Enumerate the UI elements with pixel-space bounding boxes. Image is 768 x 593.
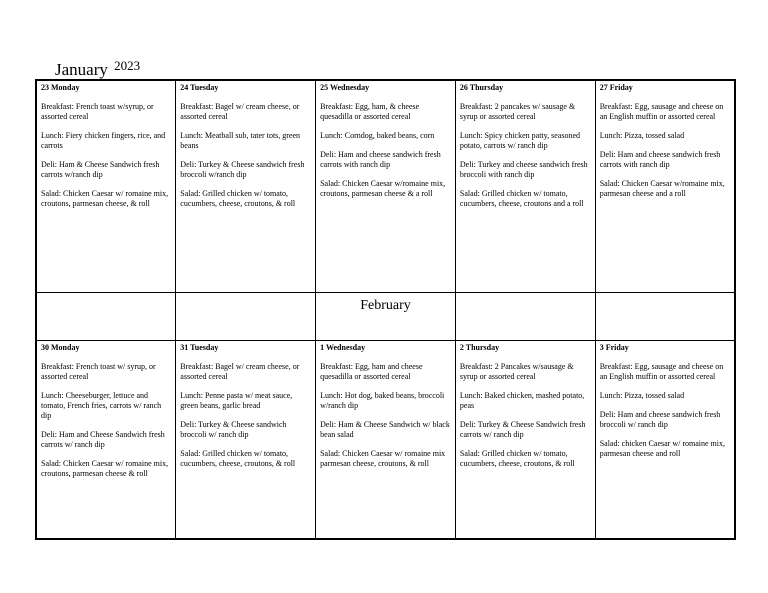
salad-item: Salad: Grilled chicken w/ tomato, cucumbers, cheese, croutons and a roll: [459, 189, 584, 208]
deli-item: Deli: Turkey & Cheese sandwich broccoli w/ ranch dip: [180, 419, 287, 439]
day-cell: [316, 340, 456, 539]
deli-item: Deli: Ham & Cheese Sandwich fresh carrots w/ranch dip: [41, 160, 160, 179]
breakfast-item: Breakfast: 2 Pancakes w/sausage & syrup or assorted cereal: [459, 361, 574, 381]
salad-item: Salad: Grilled chicken w/ tomato, cucumbers, cheese, croutons, & roll: [180, 189, 296, 208]
day-header: 2 Thursday: [459, 342, 500, 352]
breakfast-item: Breakfast: Bagel w/ cream cheese, or assorted cereal: [180, 102, 300, 121]
day-cell: [36, 80, 176, 292]
day-header: 30 Monday: [41, 342, 80, 352]
salad-item: Salad: Grilled chicken w/ tomato, cucumbers, cheese, croutons, & roll: [459, 448, 575, 468]
deli-item: Deli: Ham and Cheese Sandwich fresh carrots w/ ranch dip: [41, 429, 165, 449]
deli-item: Deli: Turkey & Cheese Sandwich fresh carrots w/ ranch dip: [459, 419, 586, 439]
lunch-item: Lunch: Fiery chicken fingers, rice, and carrots: [41, 131, 166, 150]
salad-item: Salad: Grilled chicken w/ tomato, cucumbers, cheese, croutons, & roll: [180, 448, 296, 468]
empty-cell: [176, 292, 316, 340]
salad-item: Salad: Chicken Caesar w/romaine mix, parmesan cheese and a roll: [599, 179, 725, 198]
month-label: February: [360, 297, 411, 313]
day-cell: [595, 340, 735, 539]
day-cell: [176, 80, 316, 292]
day-cell: [595, 80, 735, 292]
deli-item: Deli: Turkey & Cheese sandwich fresh broccoli w/ranch dip: [180, 160, 305, 179]
deli-item: Deli: Ham and cheese sandwich fresh carrots with ranch dip: [599, 150, 721, 169]
salad-item: Salad: Chicken Caesar w/romaine mix, croutons, parmesan cheese & a roll: [320, 179, 446, 198]
salad-item: Salad: Chicken Caesar w/ romaine mix, croutons, parmesan cheese & roll: [41, 458, 169, 478]
day-cell: [316, 80, 456, 292]
lunch-item: Lunch: Pizza, tossed salad: [599, 390, 685, 400]
title-month: January: [55, 60, 108, 79]
salad-item: Salad: Chicken Caesar w/ romaine mix, croutons, parmesan cheese, & roll: [41, 189, 169, 208]
day-header: 27 Friday: [599, 83, 633, 92]
day-header: 23 Monday: [41, 83, 80, 92]
deli-item: Deli: Ham and cheese sandwich fresh broccoli w/ ranch dip: [599, 409, 721, 429]
breakfast-item: Breakfast: French toast w/ syrup, or assorted cereal: [41, 361, 156, 381]
month-label-cell: [316, 292, 456, 340]
breakfast-item: Breakfast: French toast w/syrup, or assorted cereal: [41, 102, 154, 121]
day-cell: [455, 80, 595, 292]
empty-cell: [455, 292, 595, 340]
week-row-1: [36, 80, 735, 292]
day-cell: [176, 340, 316, 539]
title-year: 2023: [114, 58, 141, 73]
lunch-item: Lunch: Meatball sub, tater tots, green beans: [180, 131, 301, 150]
deli-item: Deli: Ham & Cheese Sandwich w/ black bean salad: [320, 419, 450, 439]
breakfast-item: Breakfast: Egg, sausage and cheese on an English muffin or assorted cereal: [599, 361, 724, 381]
salad-item: Salad: chicken Caesar w/ romaine mix, parmesan cheese and roll: [599, 438, 725, 458]
breakfast-item: Breakfast: 2 pancakes w/ sausage & syrup or assorted cereal: [459, 102, 576, 121]
week-row-2: [36, 340, 735, 539]
day-cell: [36, 340, 176, 539]
deli-item: Deli: Turkey and cheese sandwich fresh broccoli with ranch dip: [459, 160, 588, 179]
menu-calendar: [35, 79, 736, 540]
lunch-item: Lunch: Corndog, baked beans, corn: [320, 131, 435, 140]
lunch-item: Lunch: Pizza, tossed salad: [599, 131, 685, 140]
calendar-title: [55, 60, 140, 81]
lunch-item: Lunch: Baked chicken, mashed potato, peas: [459, 390, 585, 410]
salad-item: Salad: Chicken Caesar w/ romaine mix parmesan cheese, croutons, & roll: [320, 448, 446, 468]
lunch-item: Lunch: Spicy chicken patty, seasoned potato, carrots w/ ranch dip: [459, 131, 581, 150]
lunch-item: Lunch: Penne pasta w/ meat sauce, green beans, garlic bread: [180, 390, 293, 410]
month-separator-row: [36, 292, 735, 340]
day-header: 3 Friday: [599, 342, 629, 352]
day-cell: [455, 340, 595, 539]
empty-cell: [36, 292, 176, 340]
empty-cell: [595, 292, 735, 340]
day-header: 25 Wednesday: [320, 83, 370, 92]
lunch-item: Lunch: Cheeseburger, lettuce and tomato, French fries, carrots w/ ranch dip: [41, 390, 162, 420]
deli-item: Deli: Ham and cheese sandwich fresh carrots with ranch dip: [320, 150, 441, 169]
lunch-item: Lunch: Hot dog, baked beans, broccoli w/ranch dip: [320, 390, 445, 410]
breakfast-item: Breakfast: Egg, sausage and cheese on an English muffin or assorted cereal: [599, 102, 724, 121]
breakfast-item: Breakfast: Bagel w/ cream cheese, or assorted cereal: [180, 361, 300, 381]
day-header: 24 Tuesday: [180, 83, 219, 92]
day-header: 1 Wednesday: [320, 342, 366, 352]
breakfast-item: Breakfast: Egg, ham and cheese quesadilla or assorted cereal: [320, 361, 423, 381]
day-header: 26 Thursday: [459, 83, 504, 92]
day-header: 31 Tuesday: [180, 342, 219, 352]
breakfast-item: Breakfast: Egg, ham, & cheese quesadilla or assorted cereal: [320, 102, 420, 121]
